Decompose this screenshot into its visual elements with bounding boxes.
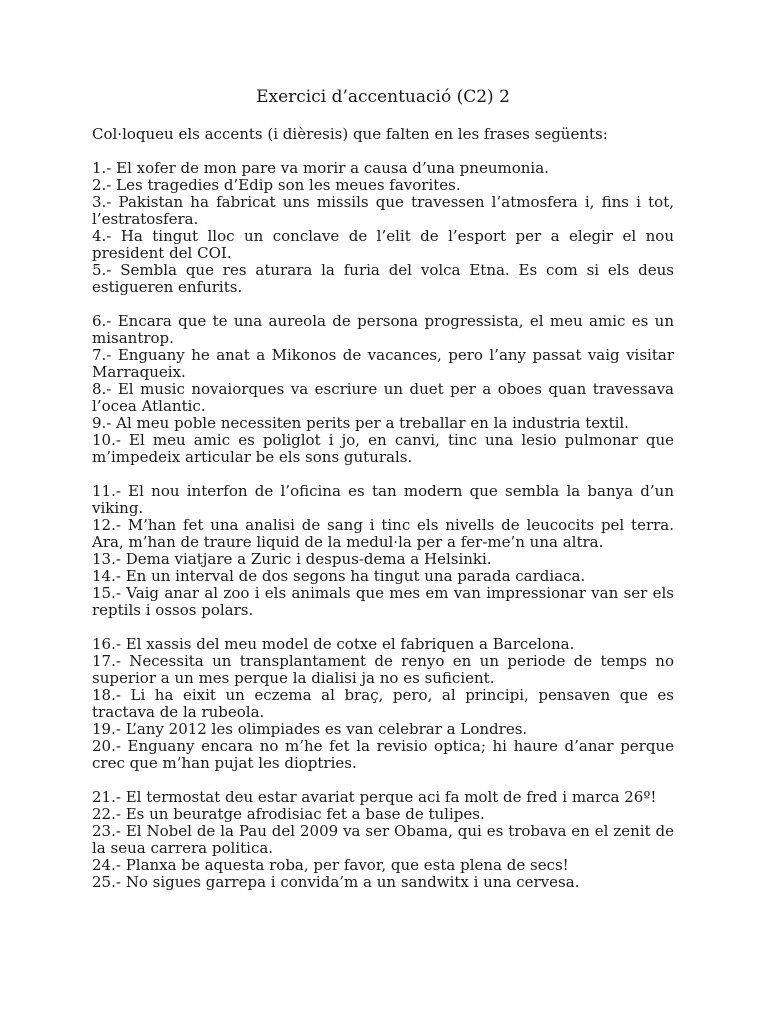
sentence-item: 14.- En un interval de dos segons ha tingut una parada cardiaca. (92, 567, 586, 585)
sentence-item: 6.- Encara que te una aureola de persona progressista, el meu amic es un misantrop. (92, 312, 674, 347)
sentence-item: 18.- Li ha eixit un eczema al braç, pero, al principi, pensaven que es tractava de la rubeola. (92, 686, 674, 721)
sentence-item: 9.- Al meu poble necessiten perits per a treballar en la industria textil. (92, 414, 629, 432)
sentence-group-4 (92, 636, 674, 772)
sentence-item: 1.- El xofer de mon pare va morir a causa d’una pneumonia. (92, 159, 549, 177)
sentence-item: 19.- L’any 2012 les olimpiades es van celebrar a Londres. (92, 720, 528, 738)
sentence-item: 16.- El xassis del meu model de cotxe el fabriquen a Barcelona. (92, 635, 575, 653)
instructions-text: Col·loqueu els accents (i dièresis) que falten en les frases següents: (92, 125, 608, 143)
sentence-item: 22.- Es un beuratge afrodisiac fet a base de tulipes. (92, 805, 485, 823)
document-page (92, 87, 674, 908)
sentence-item: 23.- El Nobel de la Pau del 2009 va ser Obama, qui es trobava en el zenit de la seua carrera politica. (92, 822, 674, 857)
sentence-item: 12.- M’han fet una analisi de sang i tinc els nivells de leucocits pel terra. Ara, m’han de traure liquid de la medul·la per a fer-me’n una altra. (92, 516, 674, 551)
sentence-item: 4.- Ha tingut lloc un conclave de l’elit de l’esport per a elegir el nou president del COI. (92, 227, 674, 262)
sentence-item: 7.- Enguany he anat a Mikonos de vacances, pero l’any passat vaig visitar Marraqueix. (92, 346, 674, 381)
document-title: Exercici d’accentuació (C2) 2 (256, 87, 510, 107)
sentence-item: 5.- Sembla que res aturara la furia del volca Etna. Es com si els deus estigueren enfurits. (92, 261, 674, 296)
sentence-item: 25.- No sigues garrepa i convida’m a un sandwitx i una cervesa. (92, 873, 580, 891)
sentence-item: 13.- Dema viatjare a Zuric i despus-dema a Helsinki. (92, 550, 492, 568)
sentence-item: 2.- Les tragedies d’Edip son les meues favorites. (92, 176, 461, 194)
sentence-group-3 (92, 483, 674, 619)
sentence-group-1 (92, 160, 674, 296)
sentence-item: 10.- El meu amic es poliglot i jo, en canvi, tinc una lesio pulmonar que m’impedeix articular be els sons guturals. (92, 431, 674, 466)
sentence-group-5 (92, 789, 674, 891)
sentence-item: 3.- Pakistan ha fabricat uns missils que travessen l’atmosfera i, fins i tot, l’estratosfera. (92, 193, 674, 228)
sentence-item: 17.- Necessita un transplantament de renyo en un periode de temps no superior a un mes perque la dialisi ja no es suficient. (92, 652, 674, 687)
sentence-item: 20.- Enguany encara no m’he fet la revisio optica; hi haure d’anar perque crec que m’han pujat les dioptries. (92, 737, 674, 772)
sentence-item: 11.- El nou interfon de l’oficina es tan modern que sembla la banya d’un viking. (92, 482, 674, 517)
sentence-item: 21.- El termostat deu estar avariat perque aci fa molt de fred i marca 26º! (92, 788, 657, 806)
sentence-item: 24.- Planxa be aquesta roba, per favor, que esta plena de secs! (92, 856, 569, 874)
sentence-item: 15.- Vaig anar al zoo i els animals que mes em van impressionar van ser els reptils i ossos polars. (92, 584, 674, 619)
sentence-item: 8.- El music novaiorques va escriure un duet per a oboes quan travessava l’ocea Atlantic. (92, 380, 674, 415)
sentence-group-2 (92, 313, 674, 466)
